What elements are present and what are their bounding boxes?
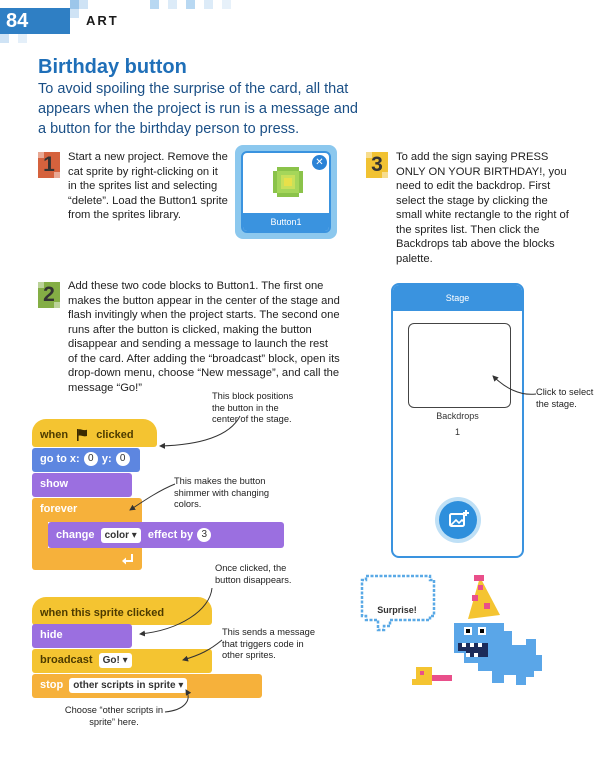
block-label: go to x: <box>40 453 80 465</box>
dropdown-value: Go! <box>102 654 120 666</box>
delete-sprite-icon[interactable]: ✕ <box>312 155 327 170</box>
shimmer-annotation: This makes the button shimmer with changing colors. <box>174 476 270 509</box>
block-label: forever <box>40 503 78 515</box>
arrow-shimmer <box>130 484 175 510</box>
block-label: stop <box>40 679 64 691</box>
shark-party-character-icon <box>408 575 558 705</box>
step-3-number: 3 <box>371 153 383 176</box>
x-input[interactable]: 0 <box>84 452 98 466</box>
step-1-text: Start a new project. Remove the cat sprite by right-clicking on it in the sprites list and selecting “delete”. Load the Button1 sprite from the sprites library. <box>68 151 228 221</box>
arrow-positions <box>160 416 240 446</box>
step-2-number: 2 <box>43 283 55 306</box>
stage-header: Stage <box>393 285 522 311</box>
step-2-text: Add these two code blocks to Button1. The first one makes the button appear in the center of the stage and flash invitingly when the project starts. The second one runs after the button is clicked, making the button disappear and sending a message to launch the rest of the card. After adding the “broadcast” block, open its drop-down menu, choose “New message”, and call the message “Go!” <box>68 280 340 394</box>
effect-value-input[interactable]: 3 <box>197 528 211 542</box>
backdrops-label: Backdrops <box>436 411 479 421</box>
block-label: show <box>40 478 69 490</box>
broadcast-dropdown[interactable]: Go! ▾ <box>99 653 132 668</box>
arrow-stage <box>493 376 536 394</box>
block-label: when <box>40 429 69 441</box>
section-intro: To avoid spoiling the surprise of the card, all that appears when the project is run is a message and a button for the birthday person to press. <box>38 81 358 137</box>
choose-annotation: Choose “other scripts in sprite” here. <box>64 705 164 727</box>
disappears-annotation: Once clicked, the button disappears. <box>215 563 292 585</box>
step-3-text: To add the sign saying PRESS ONLY ON YOUR BIRTHDAY!, you need to edit the backdrop. First select the stage by clicking the small white rectangle to the right of the sprites list. Then click the Backdrops tab above the blocks palette. <box>396 151 569 265</box>
block-label: clicked <box>96 429 134 441</box>
dropdown-value: other scripts in sprite <box>73 679 176 691</box>
speech-text: Surprise! <box>377 605 417 615</box>
section-title: Birthday button <box>38 56 187 78</box>
effect-dropdown[interactable]: color ▾ <box>101 528 141 543</box>
page-number: 84 <box>0 8 70 34</box>
message-annotation: This sends a message that triggers code in other sprites. <box>222 627 316 660</box>
arrow-choose <box>165 690 188 712</box>
block-label: y: <box>101 453 112 465</box>
section-label: ART <box>86 13 119 28</box>
step-1-number: 1 <box>43 153 55 176</box>
block-label: effect by <box>147 529 194 541</box>
dropdown-value: color <box>104 529 130 541</box>
block-label: when this sprite clicked <box>40 607 165 619</box>
positions-annotation: This block positions the button in the center of the stage. <box>212 391 294 424</box>
arrow-message <box>183 640 222 660</box>
sprite-label: Button1 <box>243 213 329 231</box>
backdrops-count: 1 <box>454 427 460 437</box>
stop-dropdown[interactable]: other scripts in sprite ▾ <box>69 678 187 693</box>
stage-annotation: Click to select the stage. <box>536 387 594 409</box>
block-label: change <box>56 529 95 541</box>
arrow-disappears <box>140 588 212 634</box>
block-label: hide <box>40 629 63 641</box>
y-input[interactable]: 0 <box>116 452 130 466</box>
block-label: broadcast <box>40 654 93 666</box>
